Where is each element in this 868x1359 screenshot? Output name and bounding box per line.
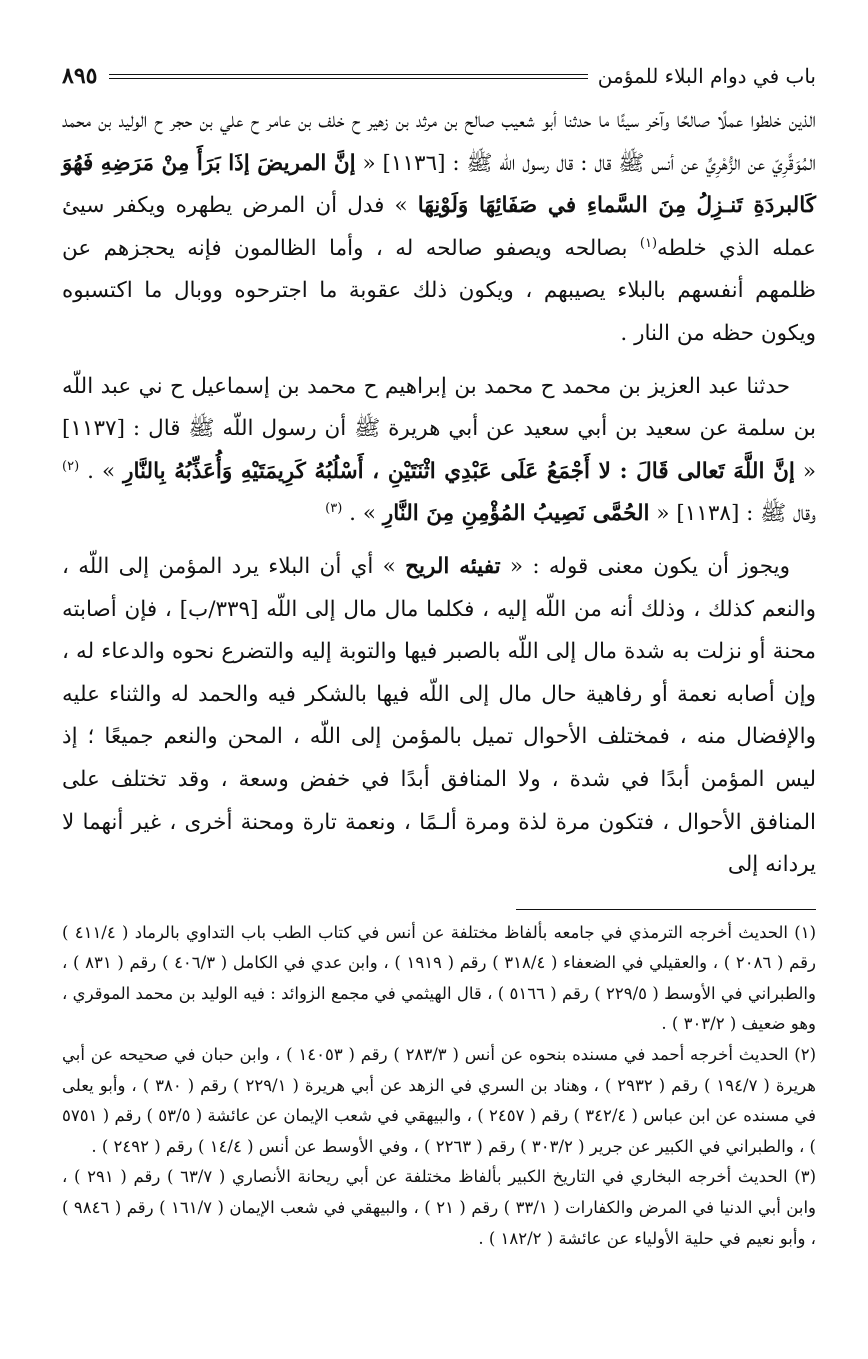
hadith-text: مِنَ السَّماءِ في صَفَائِهَا وَلَوْنِهَا [417, 193, 687, 219]
page-header [62, 58, 816, 94]
text-line: » . [79, 458, 124, 484]
text-line: الذين خلطوا عملًا صالحًا وآخر سيئًا ما حدثنا أبو شعيب صالح بن مرثد بن زهير ح [351, 108, 816, 133]
footnote-ref: (١) [639, 235, 658, 251]
text-line: بصالحه ويصفو صالحه له ، وأما الظالمون فإنه يحجزهم عن ظلمهم أنفسهم بالبلاء [62, 235, 816, 304]
text-line: يصيبهم ، ويكون ذلك عقوبة ما اجترحوه ووبال ما اكتسبوه ويكون حظه من النار . [62, 278, 816, 346]
footnote-line: ( ١٦١/٧ ) رقم ( ٩٨٤٦ ) ، وأبو نعيم في حلية الأولياء عن عائشة ( ١٨٢/٢ ) . [62, 1198, 816, 1248]
paragraph-1 [62, 100, 816, 356]
footnote-line: ( ٤١١/٤ ) رقم ( ٢٠٨٦ ) ، والعقيلي في الضعفاء ( ٣١٨/٤ ) رقم ( ١٩١٩ ) ، وابن عدي في الكامل [62, 922, 816, 973]
text-line: ويجوز أن يكون معنى قوله : « [500, 553, 790, 579]
text-line: » أي أن البلاء يرد المؤمن إلى اللّه ، والنعم [62, 553, 816, 622]
text-line: والإفضال منه ، فمختلف الأحوال تميل بالمؤمن إلى اللّه ، المحن والنعم جميعًا ؛ إذ ليس [62, 724, 816, 792]
main-text [62, 100, 816, 887]
hadith-text: إنَّ المريضَ إذَا بَرَأَ مِنْ مَرَضِهِ فَهُوَ كَالبردَةِ تَنـزِلُ [62, 150, 816, 219]
text-line: قال : قال رسول اللّه ﷺ : [١١٣٦] « [355, 150, 612, 176]
text-line: الأحوال ، فتكون مرة لذة ومرة ألـمًا ، ونعمة تارة ومحنة أخرى ، غير أنهما لا يردانه إلى [62, 809, 816, 878]
page-number: ٨٩٥ [62, 63, 98, 89]
footnote-2 [62, 1040, 816, 1162]
paragraph-2 [62, 366, 816, 536]
footnote-line: (١) الحديث أخرجه الترمذي في جامعه بألفاظ مختلفة عن أنس في كتاب الطب باب التداوي بالرماد [134, 922, 817, 942]
text-line: كذلك ، وذلك أنه من اللّه إليه ، فكلما مال مال إلى اللّه [٣٣٩/ب] ، فإن أصابته [62, 596, 755, 622]
text-line: » . [342, 501, 383, 527]
text-line: حدثنا عبد العزيز بن محمد ح محمد بن إبراهيم ح محمد بن إسماعيل ح ني [138, 373, 790, 399]
footnote-line: الأوسط عن أنس ( ١٤/٤ ) رقم ( ٢٤٩٢ ) . [91, 1136, 374, 1156]
footnote-line: عن عائشة ( ٥٣/٥ ) رقم ( ٥٧٥١ ) ، والطبراني في الكبير عن جرير ( ٣٠٣/٢ ) رقم ( ٢٢٦٣ ) ، وفي [62, 1106, 816, 1156]
footnotes [62, 918, 816, 1255]
text-line: وقال ﷺ : [١١٣٨] « [649, 501, 816, 527]
footnote-line: (٢) الحديث أخرجه أحمد في مسنده بنحوه عن أنس ( ٢٨٣/٣ ) رقم ( ١٤٠٥٣ ) ، وابن حبان في [173, 1045, 817, 1065]
header-rule [109, 74, 587, 79]
text-line: عبد اللّه بن سلمة عن سعيد بن أبي سعيد عن أبي هريرة ﷺ أن رسول اللّه ﷺ قال : [62, 373, 817, 442]
text-line: [١١٣٧] « [62, 416, 816, 484]
quoted-phrase: تفيئه الريح [405, 553, 501, 579]
footnote-ref: (٢) [62, 458, 80, 474]
paragraph-3 [62, 546, 816, 887]
footnote-line: الزوائد : فيه الوليد بن محمد الموقري ، وهو ضعيف ( ٣٠٣/٢ ) . [62, 983, 816, 1034]
running-title: باب في دوام البلاء للمؤمن [597, 64, 816, 88]
footnote-separator [516, 909, 816, 910]
footnote-1 [62, 918, 816, 1040]
hadith-text: إنَّ اللَّهَ تَعالى قَالَ : لا أَجْمَعُ عَلَى عَبْدِي اثْنَتَيْنِ ، أَسْلُبُهُ كَرِيمَتَيْهِ وَأُعَذِّبُهُ بِالنَّارِ [123, 458, 795, 484]
text-line: خلف بن عامر ح علي بن حجر ح الوليد بن محمد المُوَقَّرِيّ عن الزُّهْرِيِّ عن أنس ﷺ [62, 108, 816, 176]
footnote-3 [62, 1162, 816, 1254]
footnote-line: صحيحه عن أبي هريرة ( ١٩٤/٧ ) رقم ( ٢٩٣٢ ) ، وهناد بن السري في الزهد عن أبي هريرة ( ٢٢٩/١ ) [62, 1045, 817, 1095]
hadith-text: الحُمَّى نَصِيبُ المُؤْمِنِ مِنَ النَّارِ [382, 501, 650, 527]
footnote-line: ( ٤٠٦/٣ ) رقم ( ٨٣١ ) ، والطبراني في الأوسط ( ٢٢٩/٥ ) رقم ( ٥١٦٦ ) ، قال الهيثمي في مجمع [62, 953, 816, 1003]
text-line: وإن أصابه نعمة أو رفاهية حال مال إلى اللّه فيها بالشكر فيه والحمد له والثناء عليه [62, 681, 816, 707]
book-page [62, 58, 816, 1254]
footnote-line: رقم ( ٣٨٠ ) ، وأبو يعلى في مسنده عن ابن عباس ( ٣٤٢/٤ ) رقم ( ٢٤٥٧ ) ، والبيهقي في شعب الإيمان [62, 1075, 816, 1126]
text-line: محنة أو نزلت به شدة مال إلى اللّه بالصبر فيها والتوبة إليه والتضرع نحوه والدعاء له ، [62, 639, 816, 665]
text-line: » فدل أن المرض يطهره ويكفر سيئ عمله الذي خلطه [62, 193, 816, 261]
text-line: المؤمن أبدًا في شدة ، ولا المنافق أبدًا في خفض وسعة ، وقد تختلف على المنافق [62, 766, 816, 835]
footnote-line: (٣) الحديث أخرجه البخاري في التاريخ الكبير بألفاظ مختلفة عن أبي ريحانة الأنصاري ( ٦٣/٧ ) رقم [133, 1167, 816, 1187]
footnote-ref: (٣) [325, 501, 343, 517]
footnote-line: ( ٢٩١ ) ، وابن أبي الدنيا في المرض والكفارات ( ٣٣/١ ) رقم ( ٢١ ) ، والبيهقي في شعب الإيمان [62, 1167, 816, 1218]
